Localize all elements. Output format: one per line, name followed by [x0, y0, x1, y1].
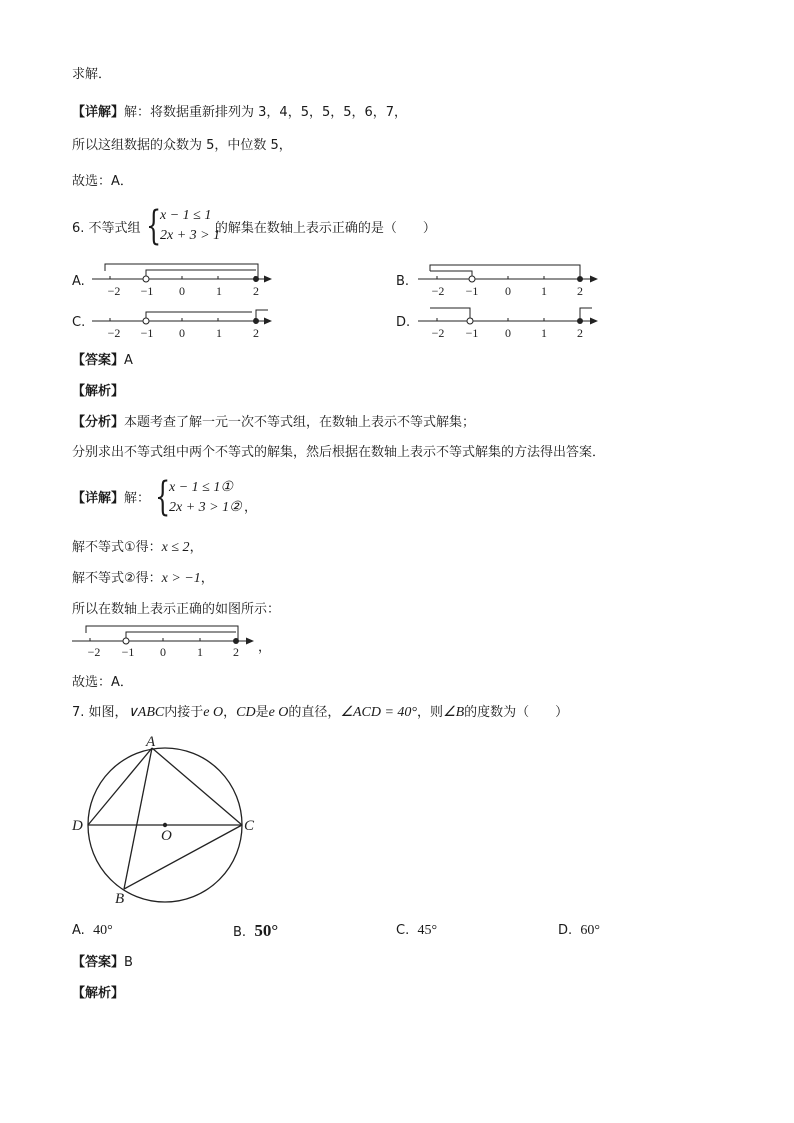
- tick-label: −2: [107, 326, 121, 340]
- number-line-solution: [72, 626, 254, 645]
- text-line-mode-median: 所以这组数据的众数为 5，中位数 5，: [72, 138, 292, 153]
- tick-label: −2: [87, 645, 101, 659]
- tick-label: −2: [431, 284, 445, 298]
- fenxi-line-2: 分别求出不等式组中两个不等式的解集，然后根据在数轴上表示不等式解集的方法得出答案．: [72, 445, 606, 460]
- text-line-qiujie: 求解．: [72, 67, 112, 82]
- tick-label: 0: [505, 284, 511, 298]
- tick-label: 2: [253, 284, 259, 298]
- option-a-label: A.: [72, 274, 85, 289]
- tick-label: 1: [541, 326, 547, 340]
- number-line-option-c: [92, 310, 272, 325]
- tick-label: 2: [233, 645, 239, 659]
- point-label-c: C: [244, 818, 255, 834]
- tick-label: 2: [253, 326, 259, 340]
- solution-line-suffix: ，: [258, 640, 272, 655]
- tick-label: −1: [140, 326, 154, 340]
- number-line-option-b: [418, 265, 598, 283]
- step-2-line: 解不等式②得：x > −1，: [72, 571, 214, 586]
- point-label-d: D: [72, 818, 83, 834]
- detail-suffix: ，: [244, 500, 258, 515]
- inequality-system: { x − 1 ≤ 1 2x + 3 > 1: [146, 203, 221, 249]
- tick-label: −2: [107, 284, 121, 298]
- choice-d: D. 60°: [558, 923, 601, 938]
- tick-label: 0: [179, 326, 185, 340]
- tick-label: −1: [465, 326, 479, 340]
- text-line-detail-5: 【详解】解：将数据重新排列为 3，4，5，5，5，6，7，: [72, 105, 408, 120]
- text-line-choice-5: 故选：A．: [72, 174, 133, 189]
- tick-label: 0: [160, 645, 166, 659]
- tick-label: 0: [179, 284, 185, 298]
- point-label-o: O: [161, 828, 172, 844]
- tick-label: 1: [541, 284, 547, 298]
- choice-a: A. 40°: [72, 923, 113, 938]
- analysis-tag-7: 【解析】: [72, 986, 125, 1001]
- option-c-label: C.: [72, 315, 86, 330]
- choice-b: B. 50°: [233, 921, 279, 940]
- tick-label: 1: [216, 326, 222, 340]
- question-7-stem: 7. 如图，∨ABC内接于e O，CD是e O的直径，∠ACD = 40°，则∠B的度数为（ ）: [72, 705, 569, 720]
- tick-label: −2: [431, 326, 445, 340]
- choice-c: C. 45°: [396, 923, 438, 938]
- step-3-line: 所以在数轴上表示正确的如图所示：: [72, 602, 281, 617]
- tick-label: 2: [577, 284, 583, 298]
- tick-label: 2: [577, 326, 583, 340]
- point-label-a: A: [146, 734, 156, 750]
- answer-line-6: 【答案】A: [72, 353, 133, 368]
- option-d-label: D.: [396, 315, 411, 330]
- step-1-line: 解不等式①得：x ≤ 2，: [72, 540, 203, 555]
- detail-inequality-system: { x − 1 ≤ 1① 2x + 3 > 1②: [155, 474, 242, 520]
- option-b-label: B.: [396, 274, 410, 289]
- question-6-stem: 6. 不等式组 的解集在数轴上表示正确的是（ ）: [72, 221, 436, 236]
- tick-label: −1: [140, 284, 154, 298]
- point-label-b: B: [115, 891, 125, 907]
- tick-label: 0: [505, 326, 511, 340]
- tick-label: 1: [216, 284, 222, 298]
- number-line-option-d: [418, 308, 598, 325]
- tick-label: 1: [197, 645, 203, 659]
- answer-line-7: 【答案】B: [72, 955, 133, 970]
- analysis-tag-6: 【解析】: [72, 384, 125, 399]
- fenxi-line-1: 【分析】本题考查了解一元一次不等式组，在数轴上表示不等式解集；: [72, 415, 476, 430]
- conclusion-line-6: 故选：A．: [72, 675, 133, 690]
- number-line-option-a: [92, 264, 272, 283]
- circle-figure: [71, 734, 255, 907]
- tick-label: −1: [121, 645, 135, 659]
- detail-line-6: 【详解】解：: [72, 491, 151, 506]
- tick-label: −1: [465, 284, 479, 298]
